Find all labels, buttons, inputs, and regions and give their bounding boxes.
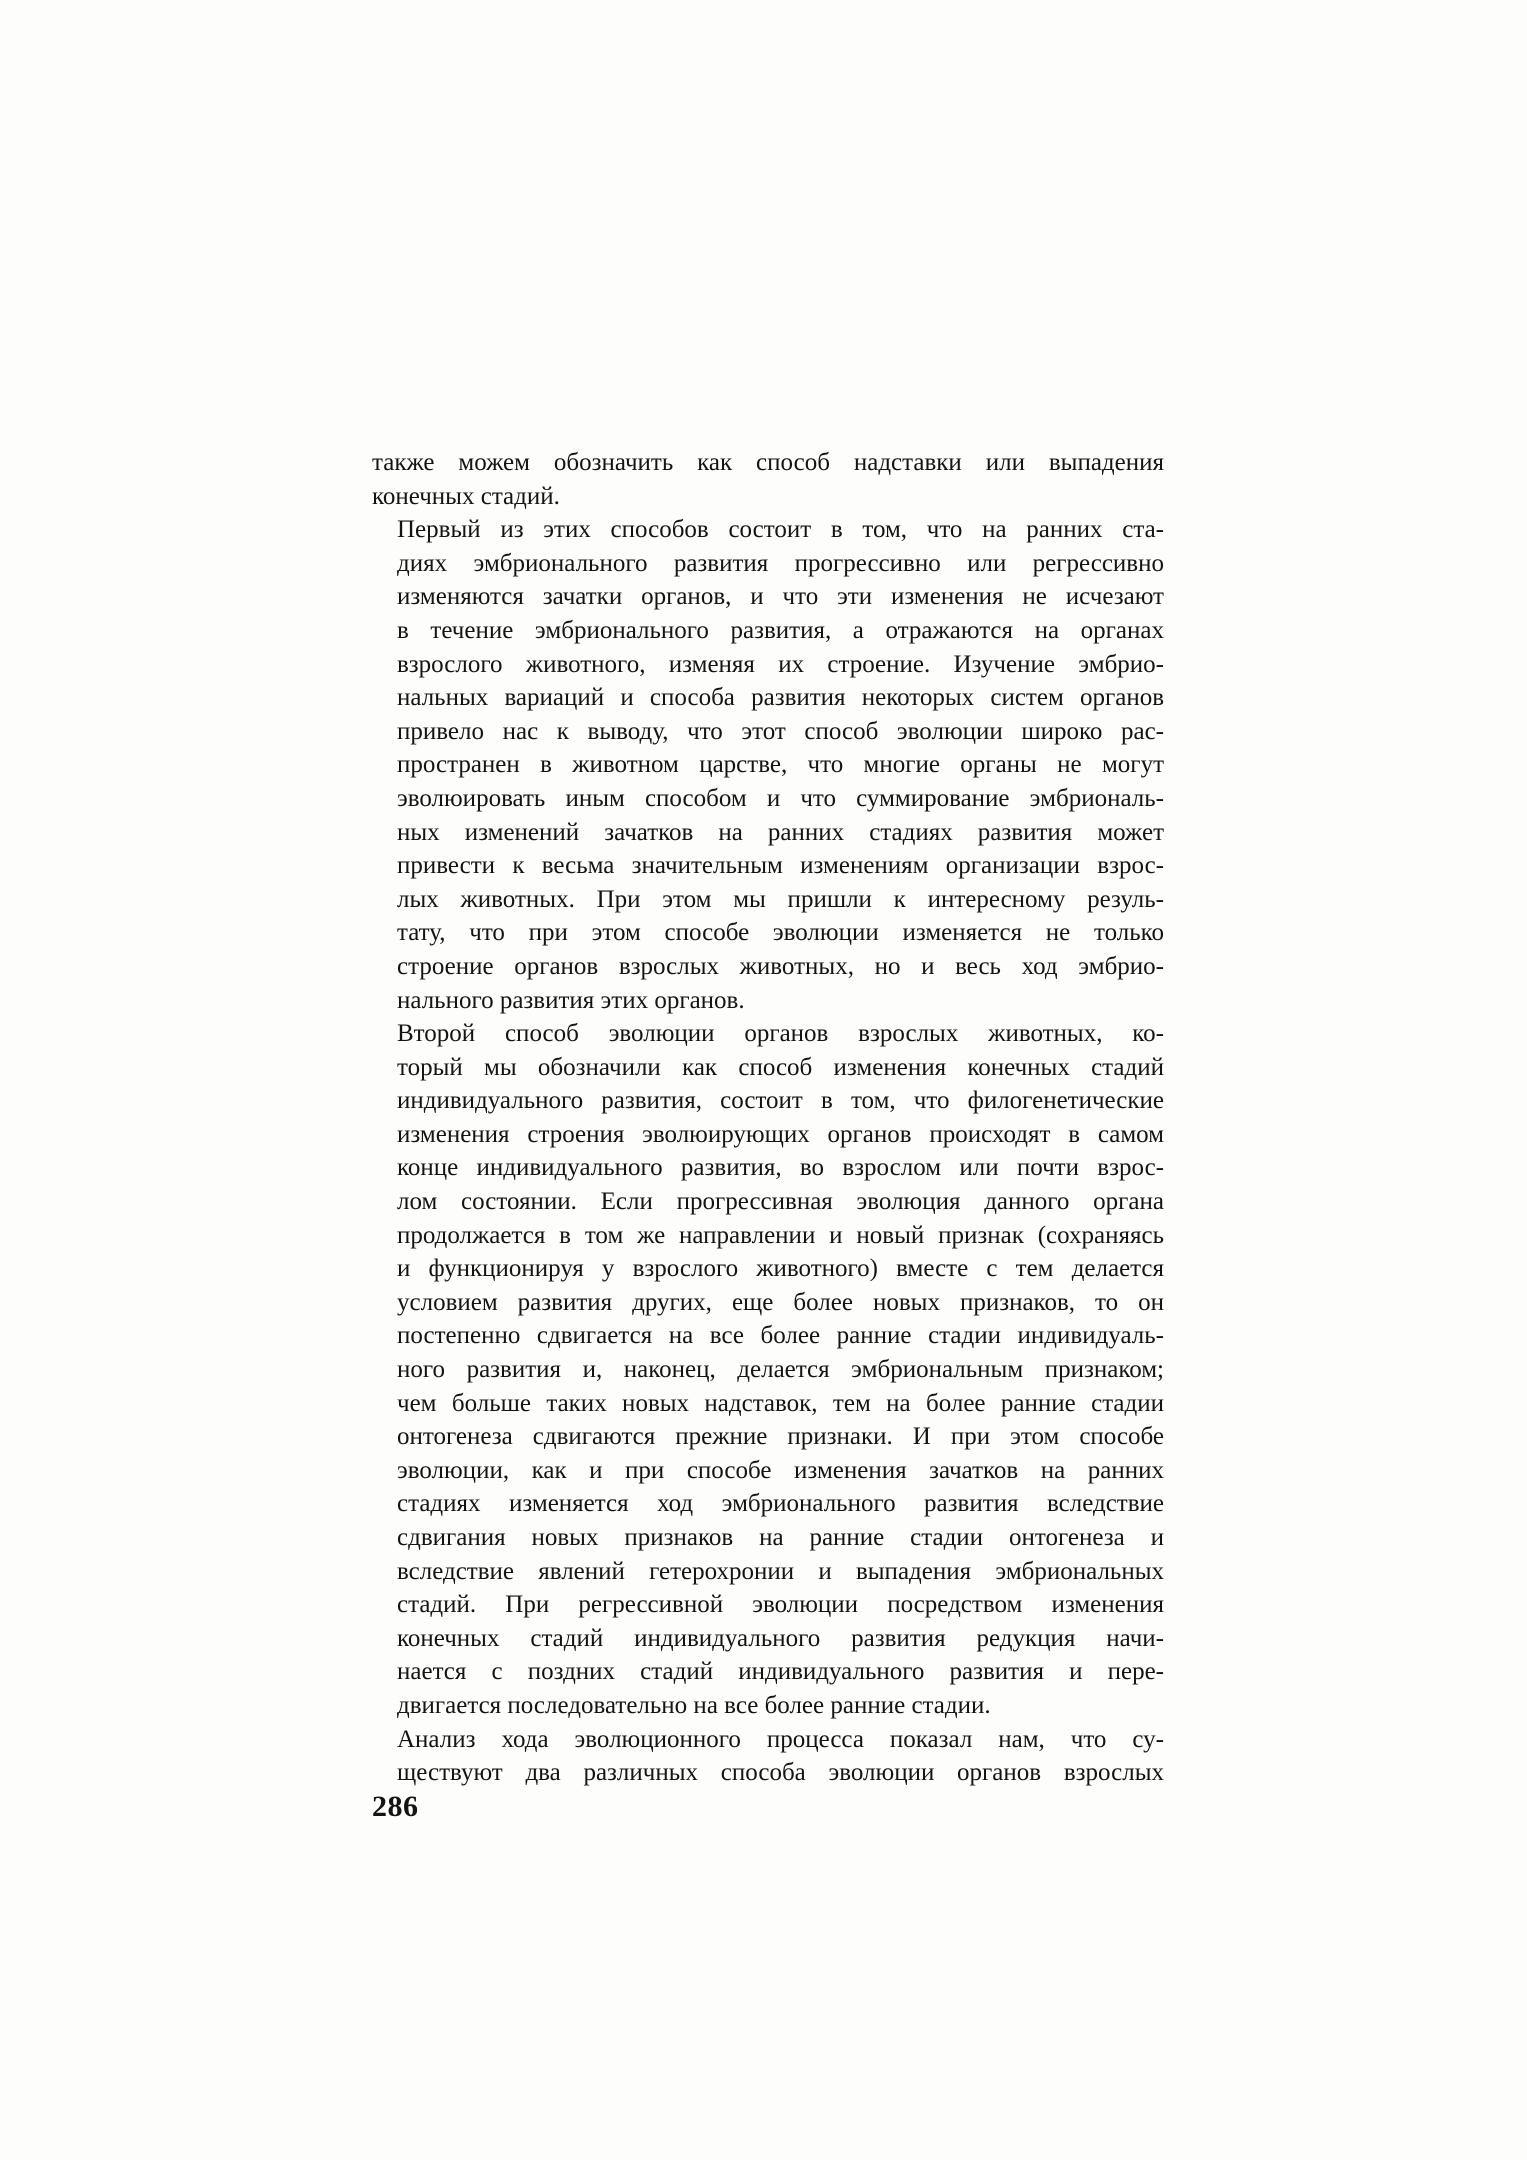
text-line: изменения строения эволюирующих органов происходят в самом: [397, 1120, 1164, 1148]
text-line: онтогенеза сдвигаются прежние признаки. И при этом способе: [397, 1423, 1164, 1451]
paragraph: [372, 513, 1164, 1017]
text-line: нальных вариаций и способа развития некоторых систем органов: [397, 684, 1164, 712]
text-line: нального развития этих органов.: [397, 986, 745, 1014]
paragraph: [372, 446, 1164, 513]
text-line: двигается последовательно на все более ранние стадии.: [397, 1691, 991, 1719]
text-line: строение органов взрослых животных, но и весь ход эмбрио-: [397, 952, 1164, 980]
text-line: эволюировать иным способом и что суммирование эмбриональ-: [397, 784, 1164, 812]
text-line: Анализ хода эволюционного процесса показал нам, что су-: [397, 1725, 1164, 1753]
text-line: Первый из этих способов состоит в том, что на ранних ста-: [397, 516, 1164, 544]
text-line: также можем обозначить как способ надставки или выпадения: [372, 449, 1164, 476]
text-line: и функционируя у взрослого животного) вместе с тем делается: [397, 1255, 1164, 1283]
text-line: лом состоянии. Если прогрессивная эволюция данного органа: [397, 1188, 1164, 1216]
text-line: в течение эмбрионального развития, а отражаются на органах: [397, 616, 1164, 644]
text-line: стадиях изменяется ход эмбрионального развития вследствие: [397, 1490, 1164, 1518]
text-line: ществуют два различных способа эволюции органов взрослых: [397, 1759, 1164, 1787]
text-line: ного развития и, наконец, делается эмбриональным признаком;: [397, 1356, 1164, 1384]
text-line: вследствие явлений гетерохронии и выпадения эмбриональных: [397, 1557, 1164, 1585]
text-line: продолжается в том же направлении и новый признак (сохраняясь: [397, 1221, 1164, 1249]
text-line: конечных стадий индивидуального развития редукция начи-: [397, 1624, 1164, 1652]
text-line: диях эмбрионального развития прогрессивно или регрессивно: [397, 549, 1164, 577]
text-line: нается с поздних стадий индивидуального развития и пере-: [397, 1658, 1164, 1686]
text-line: Второй способ эволюции органов взрослых животных, ко-: [397, 1020, 1164, 1048]
text-line: сдвигания новых признаков на ранние стадии онтогенеза и: [397, 1524, 1164, 1551]
text-line: конце индивидуального развития, во взрослом или почти взрос-: [397, 1154, 1164, 1182]
text-line: чем больше таких новых надставок, тем на более ранние стадии: [397, 1389, 1164, 1417]
paragraph: [372, 1017, 1164, 1722]
page-number: 286: [372, 1790, 419, 1823]
text-line: торый мы обозначили как способ изменения конечных стадий: [397, 1053, 1164, 1081]
text-line: постепенно сдвигается на все более ранние стадии индивидуаль-: [397, 1322, 1164, 1350]
text-line: взрослого животного, изменяя их строение. Изучение эмбрио-: [397, 650, 1164, 678]
text-line: тату, что при этом способе эволюции изменяется не только: [397, 919, 1164, 947]
text-line: привело нас к выводу, что этот способ эволюции широко рас-: [397, 717, 1164, 745]
text-line: привести к весьма значительным изменениям организации взрос-: [397, 852, 1164, 880]
text-line: ных изменений зачатков на ранних стадиях развития может: [397, 818, 1164, 846]
body-text: [372, 446, 1164, 1790]
text-line: конечных стадий.: [372, 482, 560, 510]
text-line: стадий. При регрессивной эволюции посредством изменения: [397, 1591, 1164, 1619]
text-line: изменяются зачатки органов, и что эти изменения не исчезают: [397, 583, 1164, 611]
text-line: условием развития других, еще более новых признаков, то он: [397, 1288, 1164, 1316]
text-line: лых животных. При этом мы пришли к интересному резуль-: [397, 885, 1164, 913]
text-line: пространен в животном царстве, что многие органы не могут: [397, 751, 1164, 779]
text-line: эволюции, как и при способе изменения зачатков на ранних: [397, 1456, 1164, 1484]
text-line: индивидуального развития, состоит в том, что филогенетические: [397, 1087, 1164, 1115]
paragraph: [372, 1723, 1164, 1790]
